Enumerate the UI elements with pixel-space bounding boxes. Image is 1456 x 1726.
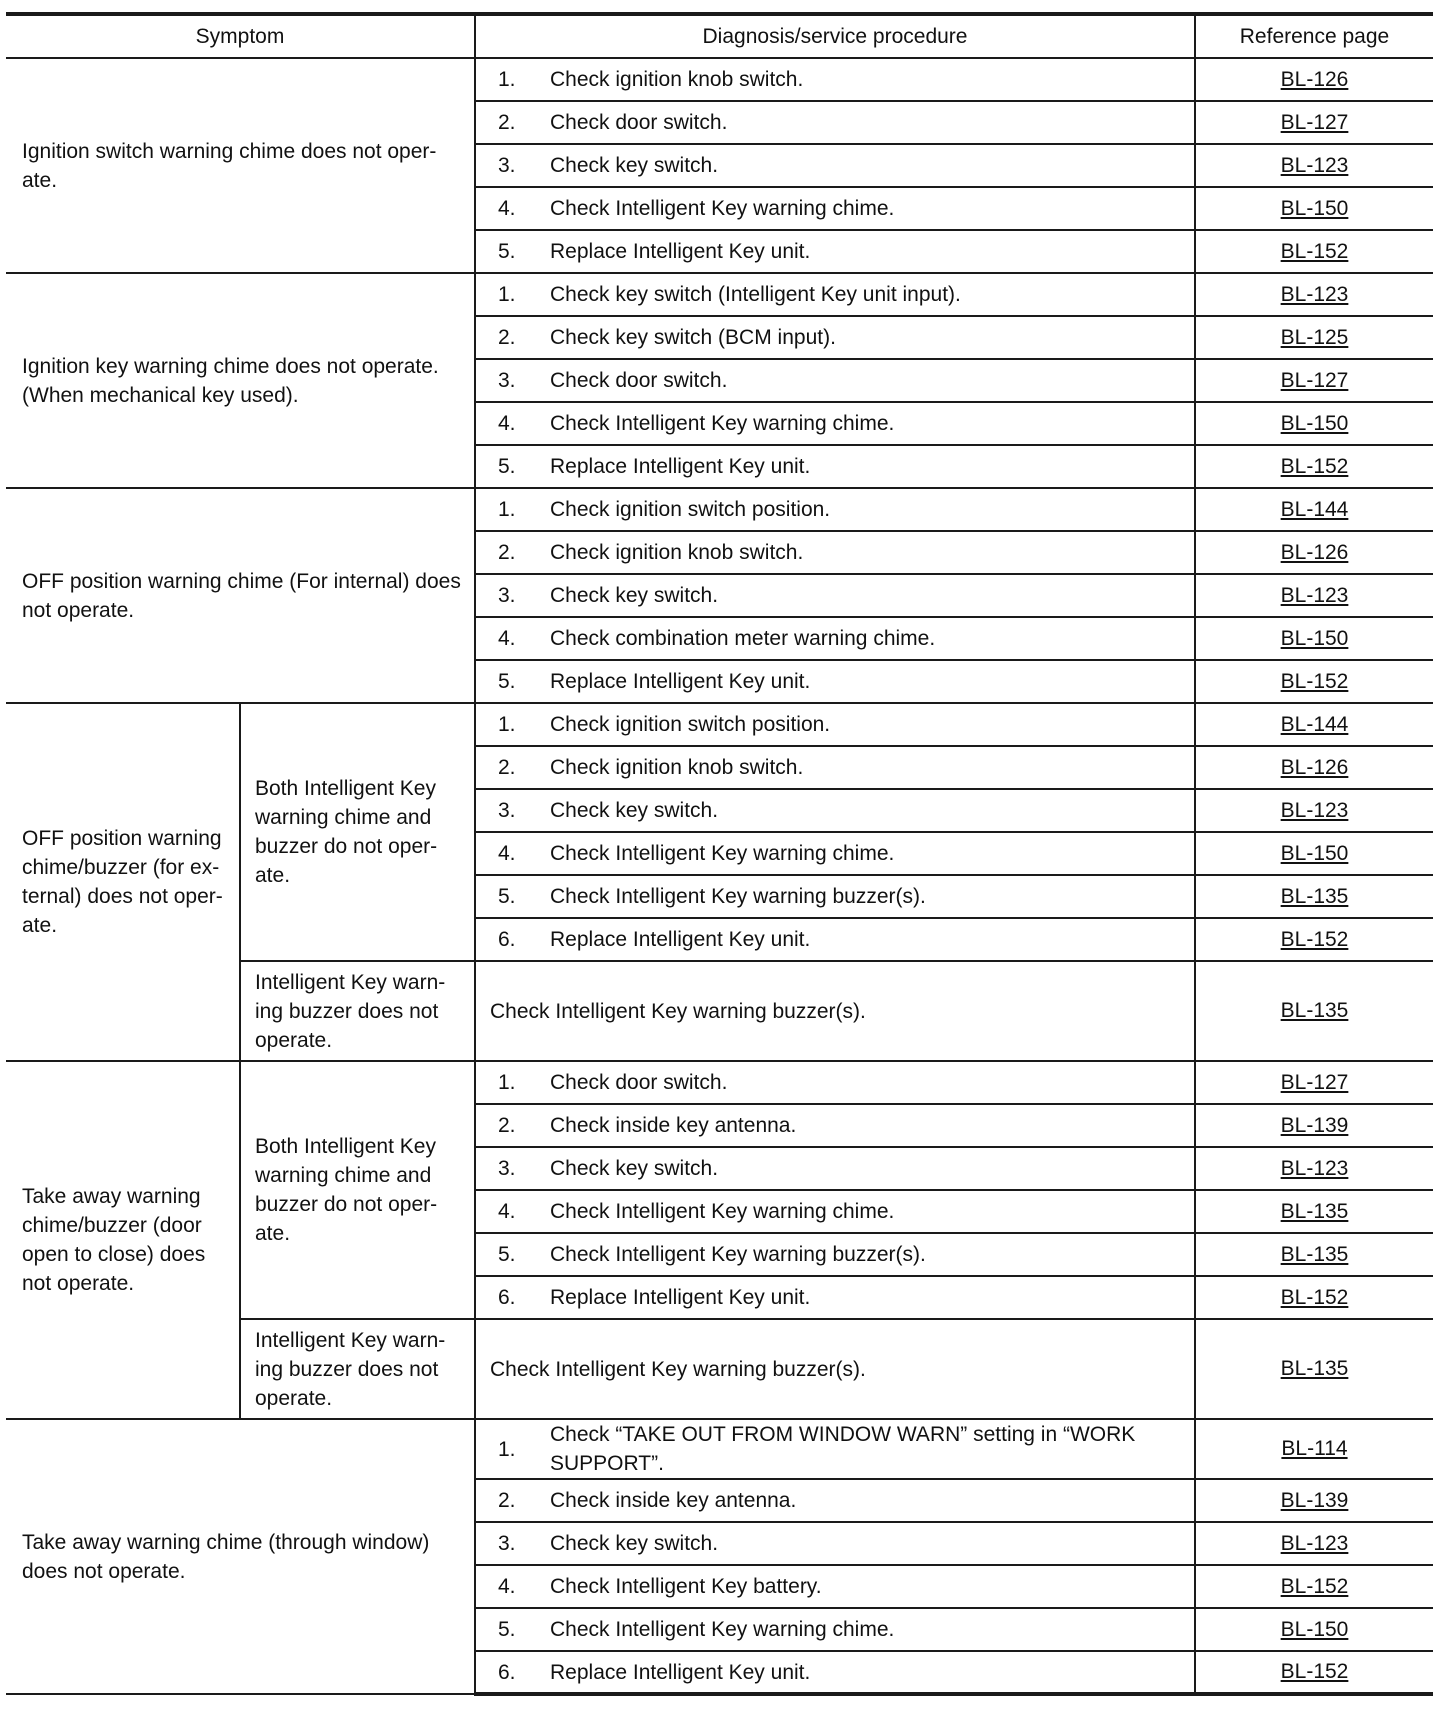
reference-link[interactable]: BL-125 bbox=[1280, 325, 1349, 349]
reference-cell bbox=[1195, 1190, 1433, 1233]
step-number: 3. bbox=[498, 369, 516, 392]
reference-cell bbox=[1195, 316, 1433, 359]
step-number: 3. bbox=[498, 1532, 516, 1555]
step-content bbox=[476, 1420, 1194, 1478]
reference-cell bbox=[1195, 445, 1433, 488]
reference-cell bbox=[1195, 1319, 1433, 1419]
reference-cell bbox=[1195, 617, 1433, 660]
step-content bbox=[476, 1154, 1194, 1183]
step-number: 3. bbox=[498, 584, 516, 607]
reference-link[interactable]: BL-123 bbox=[1280, 1156, 1349, 1180]
step-text: Check Intelligent Key warning chime. bbox=[550, 1618, 895, 1641]
reference-cell bbox=[1195, 531, 1433, 574]
step-content bbox=[476, 194, 1194, 223]
step-number: 3. bbox=[498, 799, 516, 822]
reference-link[interactable]: BL-135 bbox=[1280, 1357, 1349, 1380]
reference-cell bbox=[1195, 832, 1433, 875]
step-text: Check “TAKE OUT FROM WINDOW WARN” setting in “WORK SUPPORT”. bbox=[550, 1423, 1136, 1475]
procedure-step bbox=[475, 703, 1195, 746]
step-text: Check door switch. bbox=[550, 111, 728, 134]
procedure-step bbox=[475, 1061, 1195, 1104]
step-content bbox=[476, 495, 1194, 524]
procedure-step bbox=[475, 488, 1195, 531]
step-text: Check ignition switch position. bbox=[550, 713, 831, 736]
step-number: 4. bbox=[498, 627, 516, 650]
step-content bbox=[476, 1658, 1194, 1687]
sub-symptom-cell: Intelligent Key warn-ing buzzer does not operate. bbox=[240, 961, 475, 1061]
step-text: Check ignition knob switch. bbox=[550, 68, 804, 91]
step-text: Check Intelligent Key warning buzzer(s). bbox=[550, 885, 926, 908]
step-content bbox=[476, 1283, 1194, 1312]
reference-cell bbox=[1195, 1522, 1433, 1565]
step-number: 2. bbox=[498, 541, 516, 564]
step-number: 2. bbox=[498, 1489, 516, 1512]
step-number: 1. bbox=[498, 283, 516, 306]
reference-link[interactable]: BL-123 bbox=[1280, 583, 1349, 607]
symptom-cell: Ignition switch warning chime does not oper-ate. bbox=[6, 58, 475, 273]
reference-link[interactable]: BL-152 bbox=[1280, 1574, 1349, 1598]
reference-cell bbox=[1195, 144, 1433, 187]
step-number: 3. bbox=[498, 1157, 516, 1180]
table-row bbox=[6, 1419, 1433, 1479]
step-text: Check Intelligent Key warning chime. bbox=[550, 412, 895, 435]
step-content bbox=[476, 323, 1194, 352]
step-content bbox=[476, 237, 1194, 266]
step-content bbox=[476, 710, 1194, 739]
step-content bbox=[476, 1111, 1194, 1140]
symptom-cell: Ignition key warning chime does not operate. (When mechanical key used). bbox=[6, 273, 475, 488]
reference-link[interactable]: BL-135 bbox=[1280, 1242, 1349, 1266]
step-content bbox=[476, 1486, 1194, 1515]
sub-symptom-cell: Both Intelligent Key warning chime and buzzer do not oper-ate. bbox=[240, 1061, 475, 1319]
step-content bbox=[476, 581, 1194, 610]
procedure-step bbox=[475, 273, 1195, 316]
reference-cell bbox=[1195, 273, 1433, 316]
step-number: 5. bbox=[498, 1243, 516, 1266]
step-content bbox=[476, 1572, 1194, 1601]
procedure-step bbox=[475, 402, 1195, 445]
reference-link[interactable]: BL-150 bbox=[1280, 841, 1349, 865]
reference-header: Reference page bbox=[1195, 14, 1433, 58]
step-text: Replace Intelligent Key unit. bbox=[550, 1286, 811, 1309]
reference-link[interactable]: BL-127 bbox=[1280, 1070, 1349, 1094]
procedure-step bbox=[475, 1276, 1195, 1319]
procedure-step bbox=[475, 1651, 1195, 1694]
step-content bbox=[476, 925, 1194, 954]
step-text: Check Intelligent Key warning buzzer(s). bbox=[550, 1243, 926, 1266]
step-text: Check key switch (Intelligent Key unit input). bbox=[550, 283, 961, 306]
procedure-step bbox=[475, 617, 1195, 660]
table-row bbox=[6, 703, 1433, 746]
step-text: Check combination meter warning chime. bbox=[550, 627, 936, 650]
step-text: Check Intelligent Key warning chime. bbox=[550, 842, 895, 865]
reference-cell bbox=[1195, 1061, 1433, 1104]
reference-link[interactable]: BL-127 bbox=[1280, 368, 1349, 392]
step-content bbox=[476, 452, 1194, 481]
step-number: 2. bbox=[498, 1114, 516, 1137]
step-number: 3. bbox=[498, 154, 516, 177]
step-text: Check inside key antenna. bbox=[550, 1489, 797, 1512]
step-text: Check key switch (BCM input). bbox=[550, 326, 836, 349]
reference-cell bbox=[1195, 1419, 1433, 1479]
step-content bbox=[476, 1197, 1194, 1226]
reference-link[interactable]: BL-150 bbox=[1280, 1617, 1349, 1641]
reference-link[interactable]: BL-126 bbox=[1280, 540, 1349, 564]
step-content bbox=[476, 1615, 1194, 1644]
step-number: 1. bbox=[498, 68, 516, 91]
step-number: 4. bbox=[498, 1575, 516, 1598]
step-text: Check key switch. bbox=[550, 1532, 719, 1555]
step-text: Check key switch. bbox=[550, 154, 719, 177]
reference-cell bbox=[1195, 574, 1433, 617]
reference-link[interactable]: BL-123 bbox=[1280, 1531, 1349, 1555]
step-number: 5. bbox=[498, 455, 516, 478]
procedure-step bbox=[475, 875, 1195, 918]
step-content bbox=[476, 882, 1194, 911]
procedure-step bbox=[475, 660, 1195, 703]
procedure-step bbox=[475, 144, 1195, 187]
reference-link[interactable]: BL-150 bbox=[1280, 626, 1349, 650]
procedure-step bbox=[475, 918, 1195, 961]
procedure-step bbox=[475, 1565, 1195, 1608]
step-number: 5. bbox=[498, 670, 516, 693]
reference-cell bbox=[1195, 187, 1433, 230]
procedure-step bbox=[475, 1419, 1195, 1479]
reference-link[interactable]: BL-150 bbox=[1280, 196, 1349, 220]
step-content bbox=[476, 1240, 1194, 1269]
step-content bbox=[476, 409, 1194, 438]
step-text: Check door switch. bbox=[550, 1071, 728, 1094]
sub-symptom-cell: Both Intelligent Key warning chime and buzzer do not oper-ate. bbox=[240, 703, 475, 961]
reference-link[interactable]: BL-123 bbox=[1280, 153, 1349, 177]
step-text: Replace Intelligent Key unit. bbox=[550, 455, 811, 478]
step-text: Check inside key antenna. bbox=[550, 1114, 797, 1137]
reference-link[interactable]: BL-135 bbox=[1280, 1199, 1349, 1223]
step-number: 2. bbox=[498, 111, 516, 134]
reference-link[interactable]: BL-123 bbox=[1280, 282, 1349, 306]
reference-link[interactable]: BL-139 bbox=[1280, 1113, 1349, 1137]
reference-cell bbox=[1195, 101, 1433, 144]
step-number: 1. bbox=[498, 498, 516, 521]
reference-cell bbox=[1195, 1565, 1433, 1608]
reference-link[interactable]: BL-152 bbox=[1280, 1660, 1349, 1683]
reference-link[interactable]: BL-126 bbox=[1280, 67, 1349, 91]
procedure-step bbox=[475, 316, 1195, 359]
step-content bbox=[476, 538, 1194, 567]
reference-link[interactable]: BL-126 bbox=[1280, 755, 1349, 779]
procedure-step bbox=[475, 832, 1195, 875]
reference-cell bbox=[1195, 660, 1433, 703]
procedure-step bbox=[475, 58, 1195, 101]
table-row bbox=[6, 488, 1433, 531]
reference-link[interactable]: BL-152 bbox=[1280, 927, 1349, 951]
reference-cell bbox=[1195, 402, 1433, 445]
step-content bbox=[476, 108, 1194, 137]
step-number: 2. bbox=[498, 756, 516, 779]
symptom-cell: Take away warning chime (through window) does not operate. bbox=[6, 1419, 475, 1694]
table-row bbox=[6, 1061, 1433, 1104]
procedure-step bbox=[475, 230, 1195, 273]
procedure-step bbox=[475, 789, 1195, 832]
step-number: 1. bbox=[498, 1071, 516, 1094]
step-number: 4. bbox=[498, 1200, 516, 1223]
step-number: 4. bbox=[498, 842, 516, 865]
reference-cell bbox=[1195, 230, 1433, 273]
step-number: 5. bbox=[498, 1618, 516, 1641]
step-content bbox=[476, 624, 1194, 653]
step-text: Check ignition switch position. bbox=[550, 498, 831, 521]
step-text: Check key switch. bbox=[550, 584, 719, 607]
reference-link[interactable]: BL-152 bbox=[1280, 669, 1349, 693]
reference-cell bbox=[1195, 1479, 1433, 1522]
step-text: Check Intelligent Key battery. bbox=[550, 1575, 822, 1598]
reference-cell bbox=[1195, 359, 1433, 402]
reference-cell bbox=[1195, 58, 1433, 101]
step-number: 6. bbox=[498, 1286, 516, 1309]
procedure-step bbox=[475, 574, 1195, 617]
step-number: 1. bbox=[498, 1437, 516, 1461]
reference-cell bbox=[1195, 789, 1433, 832]
step-content bbox=[476, 65, 1194, 94]
step-text: Replace Intelligent Key unit. bbox=[550, 1660, 811, 1684]
step-text: Check Intelligent Key warning chime. bbox=[550, 197, 895, 220]
reference-cell bbox=[1195, 1233, 1433, 1276]
procedure-step bbox=[475, 1522, 1195, 1565]
reference-link[interactable]: BL-135 bbox=[1280, 884, 1349, 908]
step-number: 6. bbox=[498, 928, 516, 951]
step-text: Check ignition knob switch. bbox=[550, 541, 804, 564]
reference-link[interactable]: BL-114 bbox=[1281, 1437, 1348, 1460]
symptom-header: Symptom bbox=[6, 14, 475, 58]
step-number: 1. bbox=[498, 713, 516, 736]
step-number: 4. bbox=[498, 197, 516, 220]
reference-cell bbox=[1195, 1276, 1433, 1319]
table-row bbox=[6, 58, 1433, 101]
step-text: Check key switch. bbox=[550, 1157, 719, 1180]
step-content bbox=[476, 1529, 1194, 1558]
step-text: Check key switch. bbox=[550, 799, 719, 822]
step-text: Replace Intelligent Key unit. bbox=[550, 928, 811, 951]
symptom-cell: OFF position warning chime (For internal) does not operate. bbox=[6, 488, 475, 703]
reference-link[interactable]: BL-144 bbox=[1280, 497, 1349, 521]
step-text: Check door switch. bbox=[550, 369, 728, 392]
reference-cell bbox=[1195, 488, 1433, 531]
symptom-cell: OFF position warning chime/buzzer (for ex-ternal) does not oper-ate. bbox=[6, 703, 240, 1061]
procedure-step bbox=[475, 359, 1195, 402]
reference-cell bbox=[1195, 703, 1433, 746]
step-content bbox=[476, 796, 1194, 825]
reference-link[interactable]: BL-123 bbox=[1280, 798, 1349, 822]
reference-link[interactable]: BL-152 bbox=[1280, 239, 1349, 263]
step-number: 5. bbox=[498, 240, 516, 263]
step-content bbox=[476, 839, 1194, 868]
procedure-step bbox=[475, 187, 1195, 230]
diagnosis-table bbox=[6, 12, 1433, 1696]
reference-link[interactable]: BL-152 bbox=[1280, 454, 1349, 478]
header-row bbox=[6, 14, 1433, 58]
step-content bbox=[476, 366, 1194, 395]
step-number: 2. bbox=[498, 326, 516, 349]
procedure-step bbox=[475, 531, 1195, 574]
procedure-single: Check Intelligent Key warning buzzer(s). bbox=[475, 1319, 1195, 1419]
reference-cell bbox=[1195, 875, 1433, 918]
reference-link[interactable]: BL-150 bbox=[1280, 411, 1349, 435]
procedure-step bbox=[475, 1233, 1195, 1276]
reference-link[interactable]: BL-144 bbox=[1280, 712, 1349, 736]
step-number: 4. bbox=[498, 412, 516, 435]
step-text: Check ignition knob switch. bbox=[550, 756, 804, 779]
procedure-step bbox=[475, 1104, 1195, 1147]
reference-link[interactable]: BL-152 bbox=[1280, 1285, 1349, 1309]
reference-link[interactable]: BL-127 bbox=[1280, 110, 1349, 134]
table-row bbox=[6, 273, 1433, 316]
step-content bbox=[476, 280, 1194, 309]
reference-cell bbox=[1195, 1651, 1433, 1694]
step-number: 5. bbox=[498, 885, 516, 908]
step-content bbox=[476, 151, 1194, 180]
procedure-step bbox=[475, 1479, 1195, 1522]
reference-link[interactable]: BL-135 bbox=[1280, 999, 1349, 1022]
procedure-step bbox=[475, 1608, 1195, 1651]
procedure-single: Check Intelligent Key warning buzzer(s). bbox=[475, 961, 1195, 1061]
reference-cell bbox=[1195, 1608, 1433, 1651]
procedure-step bbox=[475, 101, 1195, 144]
symptom-cell: Take away warning chime/buzzer (door open to close) does not operate. bbox=[6, 1061, 240, 1419]
procedure-step bbox=[475, 746, 1195, 789]
step-content bbox=[476, 1068, 1194, 1097]
step-number: 6. bbox=[498, 1660, 516, 1684]
step-text: Check Intelligent Key warning chime. bbox=[550, 1200, 895, 1223]
reference-link[interactable]: BL-139 bbox=[1280, 1488, 1349, 1512]
reference-cell bbox=[1195, 1104, 1433, 1147]
step-content bbox=[476, 753, 1194, 782]
procedure-step bbox=[475, 1190, 1195, 1233]
reference-cell bbox=[1195, 918, 1433, 961]
step-content bbox=[476, 667, 1194, 696]
step-text: Replace Intelligent Key unit. bbox=[550, 670, 811, 693]
reference-cell bbox=[1195, 1147, 1433, 1190]
step-text: Replace Intelligent Key unit. bbox=[550, 240, 811, 263]
sub-symptom-cell: Intelligent Key warn-ing buzzer does not operate. bbox=[240, 1319, 475, 1419]
reference-cell bbox=[1195, 961, 1433, 1061]
reference-cell bbox=[1195, 746, 1433, 789]
procedure-step bbox=[475, 1147, 1195, 1190]
procedure-step bbox=[475, 445, 1195, 488]
procedure-header: Diagnosis/service procedure bbox=[475, 14, 1195, 58]
